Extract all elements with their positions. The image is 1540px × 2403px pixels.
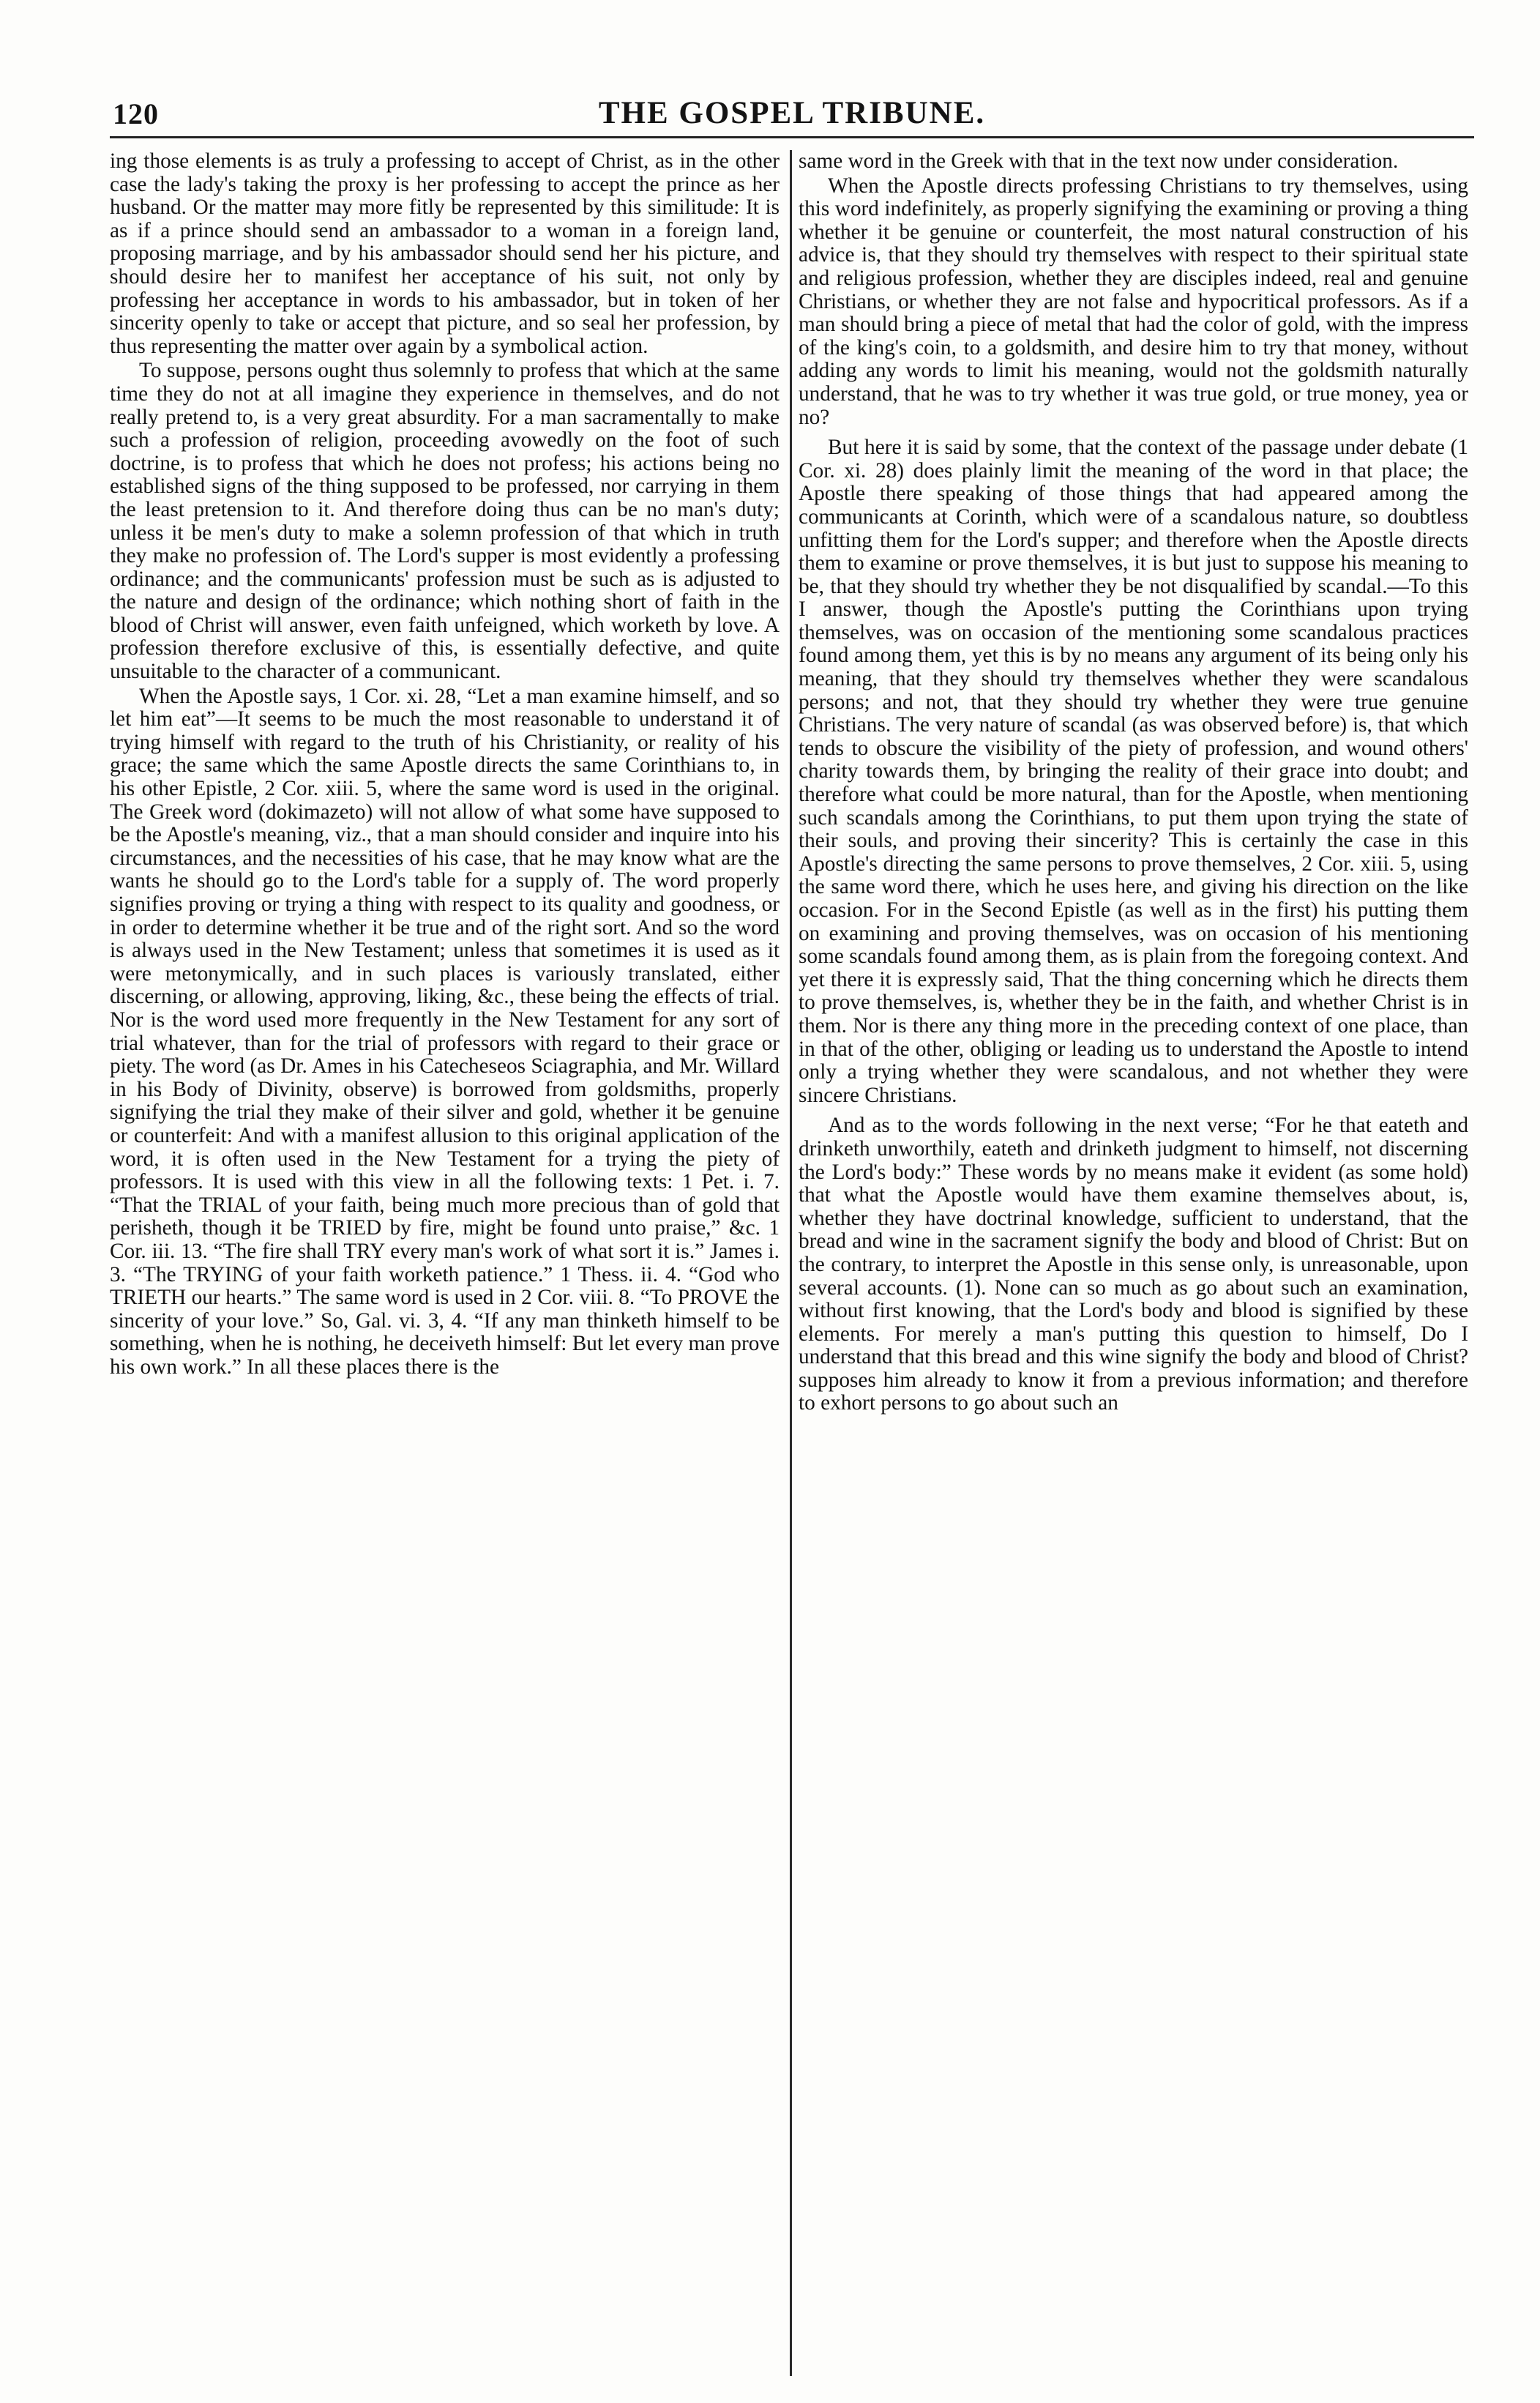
- paragraph: When the Apostle directs professing Christians to try themselves, using this word indefinitely, as properly signifying the examining or proving a thing whether it be genuine or counterfeit, the most natural construction of his advice is, that they should try themselves with respect to their spiritual state and religious profession, whether they are disciples indeed, real and genuine Christians, or whether they are not false and hypocritical professors. As if a man should bring a piece of metal that had the color of gold, with the impress of the king's coin, to a goldsmith, and desire him to try that money, without adding any words to limit his meaning, would not the goldsmith naturally understand, that he was to try whether it was true gold, or true money, yea or no?: [799, 174, 1468, 429]
- right-column: [789, 150, 1468, 1415]
- paragraph: When the Apostle says, 1 Cor. xi. 28, “Let a man examine himself, and so let him eat”—It seems to be much the most reasonable to understand it of trying himself with regard to the truth of his Christianity, or reality of his grace; the same which the same Apostle directs the same Corinthians to, in his other Epistle, 2 Cor. xiii. 5, where the same word is used in the original. The Greek word (dokimazeto) will not allow of what some have supposed to be the Apostle's meaning, viz., that a man should consider and inquire into his circumstances, and the necessities of his case, that he may know what are the wants he should go to the Lord's table for a supply of. The word properly signifies proving or trying a thing with respect to its quality and goodness, or in order to determine whether it be true and of the right sort. And so the word is always used in the New Testament; unless that sometimes it is used as it were metonymically, and in such places is variously translated, either discerning, or allowing, approving, liking, &c., these being the effects of trial. Nor is the word used more frequently in the New Testament for any sort of trial whatever, than for the trial of professors with regard to their grace or piety. The word (as Dr. Ames in his Catecheseos Sciagraphia, and Mr. Willard in his Body of Divinity, observe) is borrowed from goldsmiths, properly signifying the trial they make of their silver and gold, whether it be genuine or counterfeit: And with a manifest allusion to this original application of the word, it is often used in the New Testament for a trying the piety of professors. It is used with this view in all the following texts: 1 Pet. i. 7. “That the TRIAL of your faith, being much more precious than of gold that perisheth, though it be TRIED by fire, might be found unto praise,” &c. 1 Cor. iii. 13. “The fire shall TRY every man's work of what sort it is.” James i. 3. “The TRYING of your faith worketh patience.” 1 Thess. ii. 4. “God who TRIETH our hearts.” The same word is used in 2 Cor. viii. 8. “To PROVE the sincerity of your love.” So, Gal. vi. 3, 4. “If any man thinketh himself to be something, when he is nothing, he deceiveth himself: But let every man prove his own work.” In all these places there is the: [110, 684, 780, 1379]
- paragraph: ing those elements is as truly a professing to accept of Christ, as in the other case the lady's taking the proxy is her professing to accept the prince as her husband. Or the matter may more fitly be represented by this similitude: It is as if a prince should send an ambassador to a woman in a foreign land, proposing marriage, and by his ambassador should send her his picture, and should desire her to manifest her acceptance of his suit, not only by professing her acceptance in words to his ambassador, but in token of her sincerity openly to take or accept that picture, and so seal her profession, by thus representing the matter over again by a symbolical action.: [110, 149, 780, 358]
- page-header: [110, 94, 1474, 138]
- left-column: [110, 150, 789, 1415]
- paragraph: same word in the Greek with that in the text now under consideration.: [799, 149, 1399, 173]
- paragraph: And as to the words following in the next verse; “For he that eateth and drinketh unworthily, eateth and drinketh judgment to himself, not discerning the Lord's body:” These words by no means make it evident (as some hold) that what the Apostle would have them examine themselves about, is, whether they have doctrinal knowledge, sufficient to understand, that the bread and wine in the sacrament signify the body and blood of Christ: But on the contrary, to interpret the Apostle in this sense only, is unreasonable, upon several accounts. (1). None can so much as go about such an examination, without first knowing, that the Lord's body and blood is signified by these elements. For merely a man's putting this question to himself, Do I understand that this bread and this wine signify the body and blood of Christ? supposes him already to know it from a previous information; and therefore to exhort persons to go about such an: [799, 1114, 1468, 1415]
- paragraph: To suppose, persons ought thus solemnly to profess that which at the same time they do not at all imagine they experience in themselves, and do not really pretend to, is a very great absurdity. For a man sacramentally to make such a profession of religion, proceeding avowedly on the foot of such doctrine, is to profess that which he does not profess; his actions being no established signs of the thing supposed to be professed, nor carrying in them the least pretension to it. And therefore doing thus can be no man's duty; unless it be men's duty to make a solemn profession of that which in truth they make no profession of. The Lord's supper is most evidently a professing ordinance; and the communicants' profession must be such as is adjusted to the nature and design of the ordinance; which nothing short of faith in the blood of Christ will answer, even faith unfeigned, which worketh by love. A profession therefore exclusive of this, is essentially defective, and quite unsuitable to the character of a communicant.: [110, 359, 780, 684]
- paragraph: But here it is said by some, that the context of the passage under debate (1 Cor. xi. 28) does plainly limit the meaning of the word in that place; the Apostle there speaking of those things that had appeared among the communicants at Corinth, which were of a scandalous nature, so doubtless unfitting them for the Lord's supper; and therefore when the Apostle directs them to examine or prove themselves, it is but just to suppose his meaning to be, that they should try whether they be not disqualified by scandal.—To this I answer, though the Apostle's putting the Corinthians upon trying themselves, was on occasion of the mentioning some scandalous practices found among them, yet this is by no means any argument of its being only his meaning, that they should try themselves whether they were scandalous persons; and not, that they should try whether they were true genuine Christians. The very nature of scandal (as was observed before) is, that which tends to obscure the visibility of the piety of profession, and wound others' charity towards them, by bringing the reality of their grace into doubt; and therefore what could be more natural, than for the Apostle, when mentioning such scandals among the Corinthians, to put them upon trying the state of their souls, and proving their sincerity? This is certainly the case in this Apostle's directing the same persons to prove themselves, 2 Cor. xiii. 5, using the same word there, which he uses here, and giving his direction on the like occasion. For in the Second Epistle (as well as in the first) his putting them on examining and proving themselves, was on occasion of his mentioning some scandals found among them, as is plain from the foregoing context. And yet there it is expressly said, That the thing concerning which he directs them to prove themselves, is, whether they be in the faith, and whether Christ is in them. Nor is there any thing more in the preceding context of one place, than in that of the other, obliging or leading us to understand the Apostle to intend only a trying whether they were scandalous, and not whether they were sincere Christians.: [799, 436, 1468, 1107]
- running-title: THE GOSPEL TRIBUNE.: [598, 96, 986, 130]
- text-columns: [110, 150, 1474, 1415]
- page-number: 120: [113, 97, 159, 130]
- column-rule: [790, 150, 792, 2376]
